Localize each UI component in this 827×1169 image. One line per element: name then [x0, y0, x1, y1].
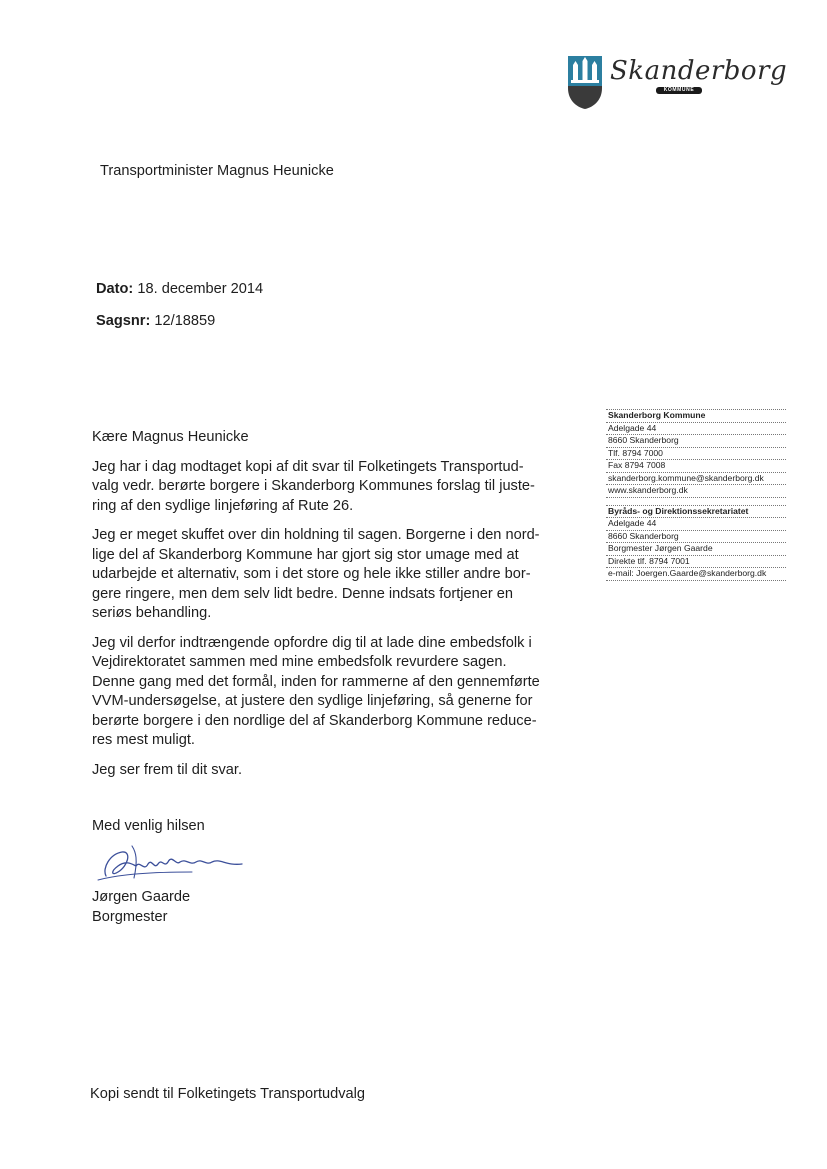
paragraph-line: udarbejde et alternativ, som i det store og hele ikke stiller andre bor-	[92, 566, 531, 582]
org-address: Adelgade 44	[606, 423, 786, 436]
case-value: 12/18859	[154, 313, 216, 329]
paragraph-line: Denne gang med det formål, inden for rammerne af den gennemførte	[92, 673, 540, 690]
paragraph-line: valg vedr. berørte borgere i Skanderborg Kommunes forslag til juste-	[92, 478, 535, 494]
paragraph-line: gere ringere, men dem selv lidt bedre. Denne indsats fortjener en	[92, 585, 514, 602]
org-website: www.skanderborg.dk	[606, 485, 786, 498]
letter-body	[92, 428, 540, 790]
paragraph-line: ring af den sydlige linjeføring af Rute 26.	[92, 497, 354, 514]
paragraph-line: VVM-undersøgelse, at justere den sydlige linjeføring, så generne for	[92, 693, 533, 709]
handwritten-signature	[92, 842, 262, 884]
salutation: Kære Magnus Heunicke	[92, 429, 249, 445]
paragraph-line: seriøs behandling.	[92, 605, 212, 621]
dept-contact-person: Borgmester Jørgen Gaarde	[606, 543, 786, 556]
paragraph-line: Jeg er meget skuffet over din holdning til sagen. Borgerne i den nord-	[92, 527, 540, 543]
logo-badge: KOMMUNE	[656, 87, 702, 94]
recipient: Transportminister Magnus Heunicke	[100, 163, 334, 179]
closing: Med venlig hilsen	[92, 818, 205, 834]
copy-note: Kopi sendt til Folketingets Transportudvalg	[90, 1086, 366, 1102]
signer-title: Borgmester	[92, 909, 168, 925]
logo-wordmark: Skanderborg	[610, 56, 788, 86]
dept-phone: Direkte tlf. 8794 7001	[606, 556, 786, 569]
paragraph-1	[92, 458, 540, 517]
contact-sidebar	[606, 409, 786, 581]
org-title: Skanderborg Kommune	[606, 409, 786, 423]
dept-email: e-mail: Joergen.Gaarde@skanderborg.dk	[606, 568, 786, 581]
dept-address: Adelgade 44	[606, 518, 786, 531]
dept-postal: 8660 Skanderborg	[606, 531, 786, 544]
date-line	[96, 280, 263, 300]
paragraph-line: Vejdirektoratet sammen med mine embedsfolk revurdere sagen.	[92, 654, 507, 670]
org-phone: Tlf. 8794 7000	[606, 448, 786, 461]
paragraph-line: lige del af Skanderborg Kommune har gjort sig stor umage med at	[92, 546, 519, 563]
org-email: skanderborg.kommune@skanderborg.dk	[606, 473, 786, 486]
dept-title: Byråds- og Direktionssekretariatet	[606, 505, 786, 519]
date-value: 18. december 2014	[137, 281, 264, 297]
paragraph-line: res mest muligt.	[92, 732, 195, 748]
paragraph-4	[92, 761, 540, 781]
municipality-logo	[566, 54, 788, 114]
case-label: Sagsnr:	[96, 313, 151, 329]
paragraph-line: Jeg har i dag modtaget kopi af dit svar til Folketingets Transportud-	[92, 458, 524, 475]
org-fax: Fax 8794 7008	[606, 460, 786, 473]
skanderborg-coat-of-arms-icon	[566, 54, 604, 110]
date-label: Dato:	[96, 281, 134, 297]
paragraph-line: Jeg vil derfor indtrængende opfordre dig til at lade dine embedsfolk i	[92, 634, 532, 651]
signer-name: Jørgen Gaarde	[92, 889, 191, 905]
paragraph-2	[92, 526, 540, 624]
paragraph-line: berørte borgere i den nordlige del af Skanderborg Kommune reduce-	[92, 712, 537, 729]
case-line	[96, 312, 215, 332]
org-postal: 8660 Skanderborg	[606, 435, 786, 448]
paragraph-line: Jeg ser frem til dit svar.	[92, 761, 243, 778]
sidebar-spacer	[606, 498, 786, 505]
paragraph-3	[92, 634, 540, 751]
